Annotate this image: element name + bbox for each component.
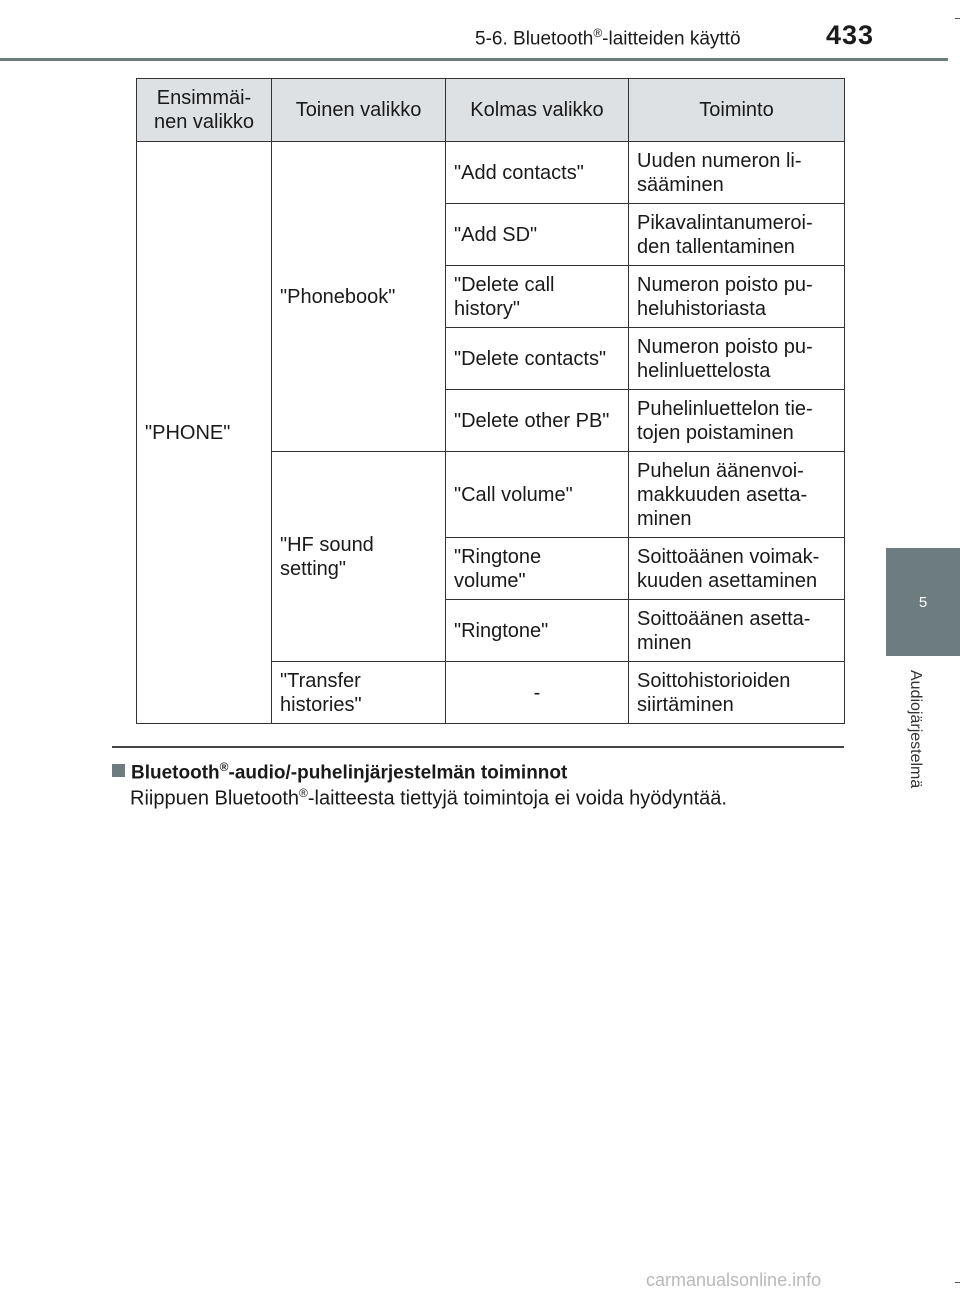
page-number: 433 bbox=[826, 20, 875, 50]
table-row bbox=[137, 142, 845, 204]
third-menu-cell: "Delete contacts" bbox=[446, 328, 629, 390]
third-menu-cell: "Ringtone volume" bbox=[446, 538, 629, 600]
function-cell: Soittohistorioiden siirtäminen bbox=[629, 662, 845, 724]
third-menu-cell: "Add SD" bbox=[446, 204, 629, 266]
phone-menu-table bbox=[136, 78, 845, 724]
function-cell: Numeron poisto pu- helinluettelosta bbox=[629, 328, 845, 390]
header-third-menu: Kolmas valikko bbox=[446, 79, 629, 142]
function-cell: Soittoäänen voimak- kuuden asettaminen bbox=[629, 538, 845, 600]
header-rule bbox=[0, 58, 948, 61]
crop-mark-bottom bbox=[955, 1282, 960, 1283]
function-cell: Uuden numeron li- sääminen bbox=[629, 142, 845, 204]
section-separator bbox=[112, 746, 844, 748]
second-menu-cell: "Transfer histories" bbox=[272, 662, 446, 724]
first-menu-cell: "PHONE" bbox=[137, 142, 272, 724]
second-menu-cell: "HF sound setting" bbox=[272, 452, 446, 662]
third-menu-cell: "Add contacts" bbox=[446, 142, 629, 204]
second-menu-cell: "Phonebook" bbox=[272, 142, 446, 452]
note-text: Riippuen Bluetooth®-laitteesta tiettyjä toimintoja ei voida hyödyntää. bbox=[130, 786, 727, 810]
square-bullet-icon bbox=[112, 764, 125, 777]
chapter-number: 5 bbox=[918, 593, 928, 611]
function-cell: Puhelinluettelon tie- tojen poistaminen bbox=[629, 390, 845, 452]
function-cell: Puhelun äänenvoi- makkuuden asetta- minen bbox=[629, 452, 845, 538]
header-second-menu: Toinen valikko bbox=[272, 79, 446, 142]
third-menu-cell: "Delete call history" bbox=[446, 266, 629, 328]
chapter-tab bbox=[886, 548, 960, 656]
header-first-menu: Ensimmäi- nen valikko bbox=[137, 79, 272, 142]
third-menu-cell: "Ringtone" bbox=[446, 600, 629, 662]
table-header-row bbox=[137, 79, 845, 142]
crop-mark-top bbox=[955, 18, 960, 19]
note-heading: Bluetooth®-audio/-puhelinjärjestelmän toiminnot bbox=[112, 760, 567, 784]
watermark: carmanualsonline.info bbox=[646, 1270, 822, 1290]
function-cell: Pikavalintanumeroi- den tallentaminen bbox=[629, 204, 845, 266]
third-menu-cell: "Delete other PB" bbox=[446, 390, 629, 452]
third-menu-cell: - bbox=[446, 662, 629, 724]
function-cell: Soittoäänen asetta- minen bbox=[629, 600, 845, 662]
header-function: Toiminto bbox=[629, 79, 845, 142]
chapter-label: Audiojärjestelmä bbox=[907, 670, 924, 789]
function-cell: Numeron poisto pu- heluhistoriasta bbox=[629, 266, 845, 328]
third-menu-cell: "Call volume" bbox=[446, 452, 629, 538]
section-title: 5-6. Bluetooth®-laitteiden käyttö bbox=[475, 26, 741, 50]
